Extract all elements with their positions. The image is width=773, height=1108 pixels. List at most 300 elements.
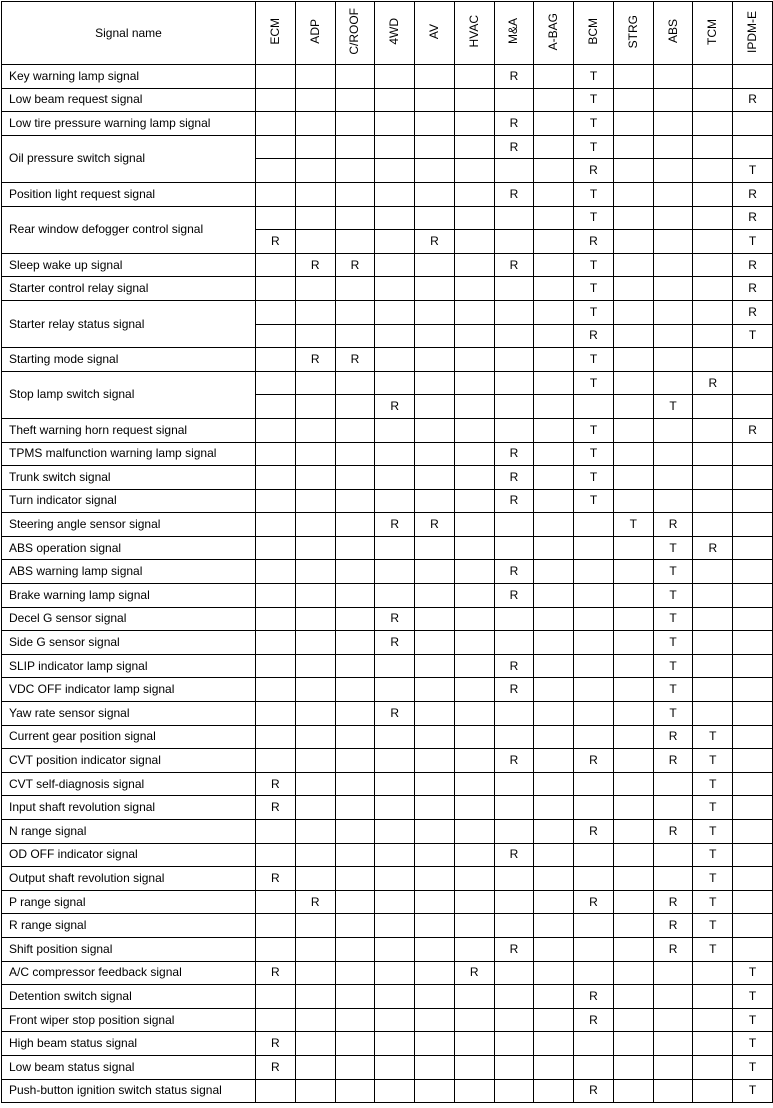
signal-cell xyxy=(415,820,455,844)
signal-cell xyxy=(534,88,574,112)
signal-cell: T xyxy=(574,112,614,136)
signal-cell xyxy=(295,159,335,183)
signal-cell xyxy=(295,65,335,89)
signal-cell xyxy=(295,230,335,254)
signal-cell xyxy=(574,631,614,655)
signal-cell xyxy=(494,159,534,183)
signal-name-cell: High beam status signal xyxy=(2,1032,256,1056)
signal-cell xyxy=(653,843,693,867)
signal-cell xyxy=(613,961,653,985)
table-row xyxy=(2,206,773,230)
signal-cell: R xyxy=(494,678,534,702)
signal-cell: T xyxy=(574,348,614,372)
signal-name-cell: Input shaft revolution signal xyxy=(2,796,256,820)
signal-cell: R xyxy=(494,843,534,867)
signal-name-cell: Rear window defogger control signal xyxy=(2,206,256,253)
signal-cell xyxy=(534,607,574,631)
signal-cell xyxy=(534,584,574,608)
signal-name-cell: Oil pressure switch signal xyxy=(2,135,256,182)
signal-cell: R xyxy=(335,253,375,277)
signal-cell xyxy=(454,725,494,749)
signal-cell xyxy=(415,489,455,513)
signal-cell: T xyxy=(574,277,614,301)
signal-name-cell: Starting mode signal xyxy=(2,348,256,372)
signal-cell xyxy=(653,348,693,372)
signal-cell xyxy=(335,820,375,844)
signal-cell xyxy=(454,442,494,466)
signal-cell xyxy=(375,890,415,914)
signal-cell xyxy=(335,890,375,914)
signal-cell: R xyxy=(574,230,614,254)
table-row xyxy=(2,867,773,891)
table-row xyxy=(2,65,773,89)
signal-cell xyxy=(375,159,415,183)
table-row xyxy=(2,654,773,678)
signal-cell: R xyxy=(454,961,494,985)
signal-cell xyxy=(613,843,653,867)
signal-cell xyxy=(454,1079,494,1103)
table-row xyxy=(2,820,773,844)
signal-cell xyxy=(534,442,574,466)
signal-cell xyxy=(613,300,653,324)
signal-cell xyxy=(375,820,415,844)
signal-cell xyxy=(335,324,375,348)
signal-cell: T xyxy=(733,961,773,985)
unit-header-label: 4WD xyxy=(387,18,402,45)
signal-name-cell: R range signal xyxy=(2,914,256,938)
signal-cell xyxy=(454,513,494,537)
signal-cell xyxy=(256,654,296,678)
signal-cell: R xyxy=(693,536,733,560)
signal-cell xyxy=(335,88,375,112)
signal-cell xyxy=(653,112,693,136)
unit-header-tcm xyxy=(693,2,733,65)
table-row xyxy=(2,442,773,466)
signal-cell: T xyxy=(574,418,614,442)
signal-cell xyxy=(415,1032,455,1056)
signal-cell xyxy=(653,300,693,324)
signal-cell xyxy=(613,749,653,773)
table-row xyxy=(2,348,773,372)
unit-header-label: ABS xyxy=(665,19,680,44)
signal-cell xyxy=(693,182,733,206)
signal-cell xyxy=(256,348,296,372)
signal-cell xyxy=(256,749,296,773)
table-row xyxy=(2,1008,773,1032)
signal-cell xyxy=(295,442,335,466)
signal-cell: T xyxy=(574,466,614,490)
signal-cell xyxy=(375,300,415,324)
signal-cell xyxy=(534,159,574,183)
signal-cell xyxy=(375,253,415,277)
signal-cell xyxy=(693,961,733,985)
signal-cell xyxy=(454,466,494,490)
signal-cell xyxy=(693,300,733,324)
signal-cell xyxy=(335,182,375,206)
unit-header-label: BCM xyxy=(586,18,600,45)
signal-cell xyxy=(613,914,653,938)
signal-name-cell: Key warning lamp signal xyxy=(2,65,256,89)
table-row xyxy=(2,182,773,206)
signal-cell xyxy=(415,371,455,395)
signal-cell: R xyxy=(653,890,693,914)
signal-cell xyxy=(335,937,375,961)
signal-name-cell: CVT self-diagnosis signal xyxy=(2,772,256,796)
signal-cell xyxy=(335,560,375,584)
signal-cell xyxy=(613,206,653,230)
signal-cell xyxy=(653,371,693,395)
signal-cell xyxy=(335,607,375,631)
signal-cell xyxy=(335,536,375,560)
signal-cell xyxy=(256,277,296,301)
signal-cell xyxy=(733,607,773,631)
signal-cell: T xyxy=(574,253,614,277)
signal-cell xyxy=(613,560,653,584)
signal-cell xyxy=(256,135,296,159)
signal-cell xyxy=(653,489,693,513)
signal-cell: R xyxy=(653,937,693,961)
signal-cell xyxy=(295,937,335,961)
signal-cell xyxy=(693,135,733,159)
signal-cell xyxy=(415,867,455,891)
signal-cell xyxy=(574,702,614,726)
signal-cell xyxy=(613,418,653,442)
signal-cell xyxy=(534,820,574,844)
signal-cell: T xyxy=(574,489,614,513)
unit-header-bcm xyxy=(574,2,614,65)
signal-cell xyxy=(454,230,494,254)
signal-cell xyxy=(613,796,653,820)
signal-name-cell: Output shaft revolution signal xyxy=(2,867,256,891)
signal-cell xyxy=(733,772,773,796)
signal-cell xyxy=(415,324,455,348)
signal-cell: T xyxy=(693,725,733,749)
unit-header-label: M&A xyxy=(506,18,521,45)
signal-cell xyxy=(375,961,415,985)
signal-cell xyxy=(733,466,773,490)
signal-cell xyxy=(335,1055,375,1079)
signal-cell xyxy=(415,348,455,372)
signal-cell xyxy=(534,135,574,159)
signal-cell xyxy=(613,65,653,89)
signal-cell xyxy=(534,418,574,442)
signal-cell xyxy=(375,371,415,395)
table-row xyxy=(2,536,773,560)
signal-cell xyxy=(494,985,534,1009)
signal-cell xyxy=(613,489,653,513)
signal-cell xyxy=(693,324,733,348)
signal-name-cell: Theft warning horn request signal xyxy=(2,418,256,442)
signal-cell xyxy=(256,843,296,867)
signal-cell xyxy=(256,206,296,230)
signal-name-cell: Shift position signal xyxy=(2,937,256,961)
signal-name-cell: Low beam request signal xyxy=(2,88,256,112)
signal-cell: T xyxy=(693,749,733,773)
signal-cell xyxy=(256,536,296,560)
signal-cell xyxy=(733,584,773,608)
signal-cell xyxy=(295,631,335,655)
signal-name-cell: Starter control relay signal xyxy=(2,277,256,301)
signal-name-cell: Side G sensor signal xyxy=(2,631,256,655)
signal-name-cell: Low beam status signal xyxy=(2,1055,256,1079)
signal-cell xyxy=(653,230,693,254)
signal-cell: T xyxy=(693,843,733,867)
signal-cell xyxy=(415,890,455,914)
signal-cell xyxy=(375,584,415,608)
signal-cell xyxy=(375,560,415,584)
signal-cell xyxy=(335,796,375,820)
signal-table xyxy=(1,1,773,1103)
table-row xyxy=(2,937,773,961)
signal-cell xyxy=(415,1055,455,1079)
signal-cell xyxy=(454,843,494,867)
signal-cell xyxy=(335,135,375,159)
signal-cell xyxy=(534,1032,574,1056)
signal-cell xyxy=(534,348,574,372)
signal-cell xyxy=(295,796,335,820)
signal-cell xyxy=(295,371,335,395)
signal-cell xyxy=(335,442,375,466)
signal-cell xyxy=(494,725,534,749)
signal-cell xyxy=(415,1079,455,1103)
signal-cell xyxy=(335,206,375,230)
signal-cell xyxy=(375,182,415,206)
signal-cell xyxy=(574,1032,614,1056)
signal-cell xyxy=(534,253,574,277)
signal-cell xyxy=(256,1008,296,1032)
signal-cell: T xyxy=(574,135,614,159)
signal-cell xyxy=(256,65,296,89)
unit-header-m-a xyxy=(494,2,534,65)
signal-cell: T xyxy=(693,914,733,938)
signal-name-cell: Turn indicator signal xyxy=(2,489,256,513)
signal-cell xyxy=(534,182,574,206)
signal-cell xyxy=(454,300,494,324)
signal-cell xyxy=(415,206,455,230)
signal-cell xyxy=(295,1008,335,1032)
signal-cell xyxy=(295,206,335,230)
signal-cell: R xyxy=(256,1055,296,1079)
signal-name-cell: Decel G sensor signal xyxy=(2,607,256,631)
signal-name-cell: VDC OFF indicator lamp signal xyxy=(2,678,256,702)
table-row xyxy=(2,418,773,442)
signal-cell: R xyxy=(653,820,693,844)
signal-cell xyxy=(256,88,296,112)
signal-cell xyxy=(335,371,375,395)
signal-cell xyxy=(454,348,494,372)
signal-cell xyxy=(256,300,296,324)
signal-cell xyxy=(653,65,693,89)
signal-cell xyxy=(613,371,653,395)
signal-cell xyxy=(295,300,335,324)
signal-cell: R xyxy=(574,1008,614,1032)
signal-name-cell: Steering angle sensor signal xyxy=(2,513,256,537)
signal-cell xyxy=(494,1055,534,1079)
signal-cell xyxy=(693,702,733,726)
signal-cell xyxy=(454,489,494,513)
signal-cell xyxy=(613,442,653,466)
signal-cell xyxy=(574,513,614,537)
signal-cell xyxy=(693,1008,733,1032)
signal-cell xyxy=(454,678,494,702)
signal-cell xyxy=(653,796,693,820)
unit-header-label: ADP xyxy=(307,19,322,44)
signal-cell xyxy=(335,584,375,608)
signal-name-cell: ABS warning lamp signal xyxy=(2,560,256,584)
signal-cell: R xyxy=(494,466,534,490)
signal-cell xyxy=(613,678,653,702)
signal-cell: T xyxy=(733,1008,773,1032)
signal-cell xyxy=(415,961,455,985)
signal-cell xyxy=(613,1055,653,1079)
signal-cell xyxy=(653,277,693,301)
table-row xyxy=(2,678,773,702)
signal-cell xyxy=(415,159,455,183)
signal-cell xyxy=(534,914,574,938)
signal-cell xyxy=(335,914,375,938)
signal-cell: R xyxy=(494,442,534,466)
signal-cell xyxy=(415,182,455,206)
signal-cell xyxy=(613,135,653,159)
signal-cell: T xyxy=(693,937,733,961)
signal-cell xyxy=(653,324,693,348)
signal-cell xyxy=(375,348,415,372)
signal-cell xyxy=(335,1008,375,1032)
signal-cell xyxy=(733,654,773,678)
signal-cell xyxy=(295,395,335,419)
signal-cell: R xyxy=(574,1079,614,1103)
signal-cell xyxy=(733,702,773,726)
signal-cell xyxy=(534,1079,574,1103)
signal-cell: T xyxy=(574,206,614,230)
signal-cell xyxy=(454,985,494,1009)
signal-cell xyxy=(613,348,653,372)
signal-cell: R xyxy=(256,961,296,985)
signal-cell xyxy=(534,843,574,867)
signal-cell xyxy=(494,206,534,230)
signal-cell xyxy=(335,300,375,324)
signal-cell xyxy=(574,843,614,867)
signal-cell xyxy=(415,937,455,961)
signal-cell: R xyxy=(574,985,614,1009)
signal-cell xyxy=(256,985,296,1009)
signal-cell xyxy=(335,749,375,773)
signal-cell xyxy=(693,631,733,655)
signal-cell xyxy=(653,253,693,277)
signal-cell: R xyxy=(415,513,455,537)
signal-name-cell: Front wiper stop position signal xyxy=(2,1008,256,1032)
signal-cell xyxy=(534,395,574,419)
signal-cell xyxy=(613,820,653,844)
signal-cell xyxy=(415,796,455,820)
signal-cell xyxy=(415,418,455,442)
signal-cell xyxy=(335,678,375,702)
signal-cell xyxy=(415,65,455,89)
signal-cell xyxy=(613,867,653,891)
signal-cell xyxy=(574,914,614,938)
signal-cell: R xyxy=(494,654,534,678)
signal-cell xyxy=(335,395,375,419)
signal-cell xyxy=(295,513,335,537)
signal-cell xyxy=(454,560,494,584)
signal-cell xyxy=(733,867,773,891)
signal-cell xyxy=(295,182,335,206)
table-row xyxy=(2,489,773,513)
signal-cell xyxy=(613,324,653,348)
signal-cell xyxy=(415,702,455,726)
signal-cell xyxy=(375,442,415,466)
signal-name-cell: TPMS malfunction warning lamp signal xyxy=(2,442,256,466)
signal-name-cell: Stop lamp switch signal xyxy=(2,371,256,418)
signal-cell xyxy=(653,206,693,230)
signal-cell xyxy=(494,88,534,112)
signal-cell xyxy=(454,1008,494,1032)
signal-cell xyxy=(733,371,773,395)
signal-cell xyxy=(335,985,375,1009)
signal-cell xyxy=(693,348,733,372)
table-row xyxy=(2,277,773,301)
signal-cell xyxy=(613,607,653,631)
signal-cell xyxy=(335,1079,375,1103)
signal-cell xyxy=(256,395,296,419)
signal-cell xyxy=(415,607,455,631)
signal-cell xyxy=(415,300,455,324)
signal-cell xyxy=(335,1032,375,1056)
signal-name-cell: Yaw rate sensor signal xyxy=(2,702,256,726)
signal-cell xyxy=(534,513,574,537)
table-row xyxy=(2,513,773,537)
signal-cell xyxy=(693,206,733,230)
signal-cell: R xyxy=(733,88,773,112)
signal-cell: R xyxy=(494,560,534,584)
signal-cell xyxy=(335,277,375,301)
signal-cell xyxy=(256,1079,296,1103)
signal-cell xyxy=(375,536,415,560)
signal-cell xyxy=(256,820,296,844)
signal-cell xyxy=(494,513,534,537)
signal-cell: R xyxy=(494,749,534,773)
signal-cell xyxy=(256,159,296,183)
signal-cell: R xyxy=(653,513,693,537)
signal-cell xyxy=(375,796,415,820)
signal-cell: T xyxy=(653,536,693,560)
table-row xyxy=(2,1055,773,1079)
signal-cell xyxy=(295,536,335,560)
signal-cell xyxy=(415,112,455,136)
signal-cell: R xyxy=(494,489,534,513)
signal-cell: T xyxy=(653,631,693,655)
signal-cell: R xyxy=(494,253,534,277)
signal-cell xyxy=(295,702,335,726)
signal-cell xyxy=(693,230,733,254)
signal-cell xyxy=(534,1008,574,1032)
signal-cell xyxy=(693,1055,733,1079)
signal-cell xyxy=(574,536,614,560)
signal-cell xyxy=(256,112,296,136)
signal-cell xyxy=(256,418,296,442)
signal-cell: T xyxy=(733,230,773,254)
signal-cell xyxy=(733,678,773,702)
signal-cell xyxy=(494,536,534,560)
signal-name-cell: CVT position indicator signal xyxy=(2,749,256,773)
signal-cell xyxy=(454,65,494,89)
signal-cell xyxy=(653,1055,693,1079)
signal-cell: R xyxy=(375,607,415,631)
unit-header-label: TCM xyxy=(705,18,720,45)
signal-cell xyxy=(494,1032,534,1056)
signal-cell xyxy=(733,937,773,961)
signal-cell xyxy=(256,678,296,702)
